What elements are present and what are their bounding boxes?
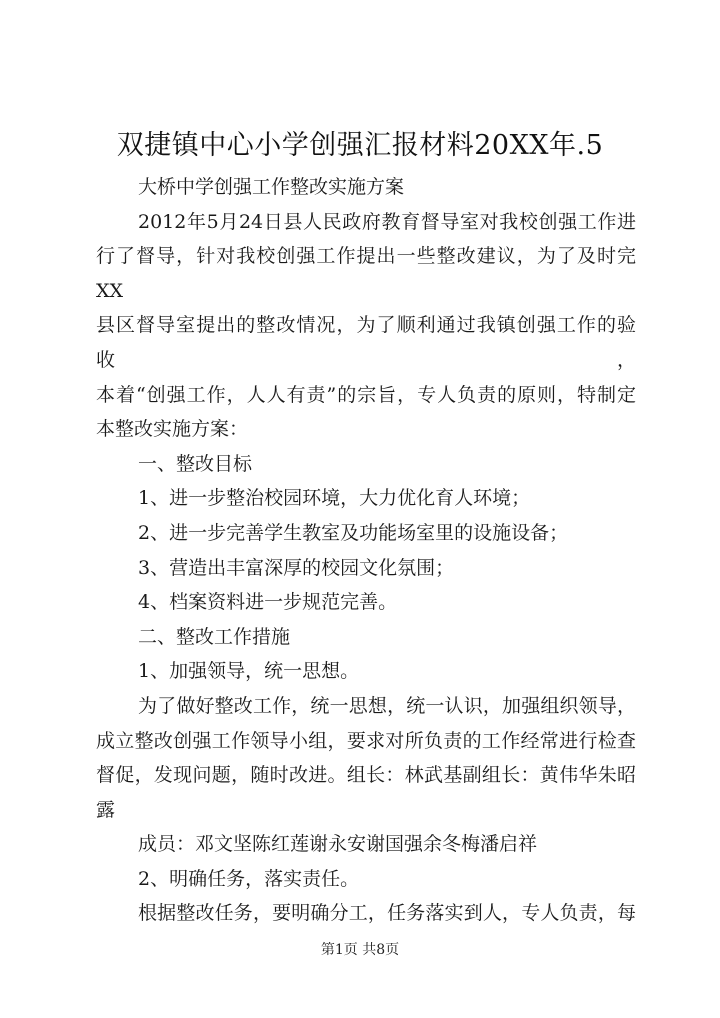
body-line: 成员：邓文坚陈红莲谢永安谢国强余冬梅潘启祥 (138, 833, 538, 856)
body-line: 2、进一步完善学生教室及功能场室里的设施设备； (138, 521, 569, 544)
document-body (96, 170, 636, 931)
body-line: 3、营造出丰富深厚的校园文化氛围； (138, 556, 455, 579)
body-line: 1、进一步整治校园环境，大力优化育人环境； (138, 487, 531, 510)
body-line: 4、档案资料进一步规范完善。 (138, 591, 398, 614)
body-line: 为了做好整改工作，统一思想，统一认识，加强组织领导， (138, 694, 636, 717)
body-line: 一、整改目标 (138, 452, 253, 475)
body-line: 根据整改任务，要明确分工，任务落实到人，专人负责，每 (138, 902, 636, 925)
body-line: 成立整改创强工作领导小组，要求对所负责的工作经常进行检查 (96, 729, 636, 752)
body-line: 本着“创强工作，人人有责”的宗旨，专人负责的原则，特制定 (96, 383, 636, 406)
body-line: 露 (96, 798, 116, 821)
body-line: 1、加强领导，统一思想。 (138, 660, 360, 683)
body-line: 行了督导，针对我校创强工作提出一些整改建议，为了及时完XX (96, 245, 636, 302)
body-line: 督促，发现问题，随时改进。组长：林武基副组长：黄伟华朱昭 (96, 764, 636, 787)
body-line: 2012年5月24日县人民政府教育督导室对我校创强工作进 (138, 210, 636, 233)
page-footer: 第1页 共8页 (320, 942, 400, 958)
body-line: 2、明确任务，落实责任。 (138, 867, 360, 890)
body-line: 大桥中学创强工作整改实施方案 (138, 176, 405, 198)
body-line: 本整改实施方案： (96, 418, 249, 441)
document-title: 双捷镇中心小学创强汇报材料20XX年.5 (116, 130, 604, 161)
body-line: 二、整改工作措施 (138, 625, 291, 648)
body-line: 县区督导室提出的整改情况，为了顺利通过我镇创强工作的验收， (96, 314, 636, 371)
